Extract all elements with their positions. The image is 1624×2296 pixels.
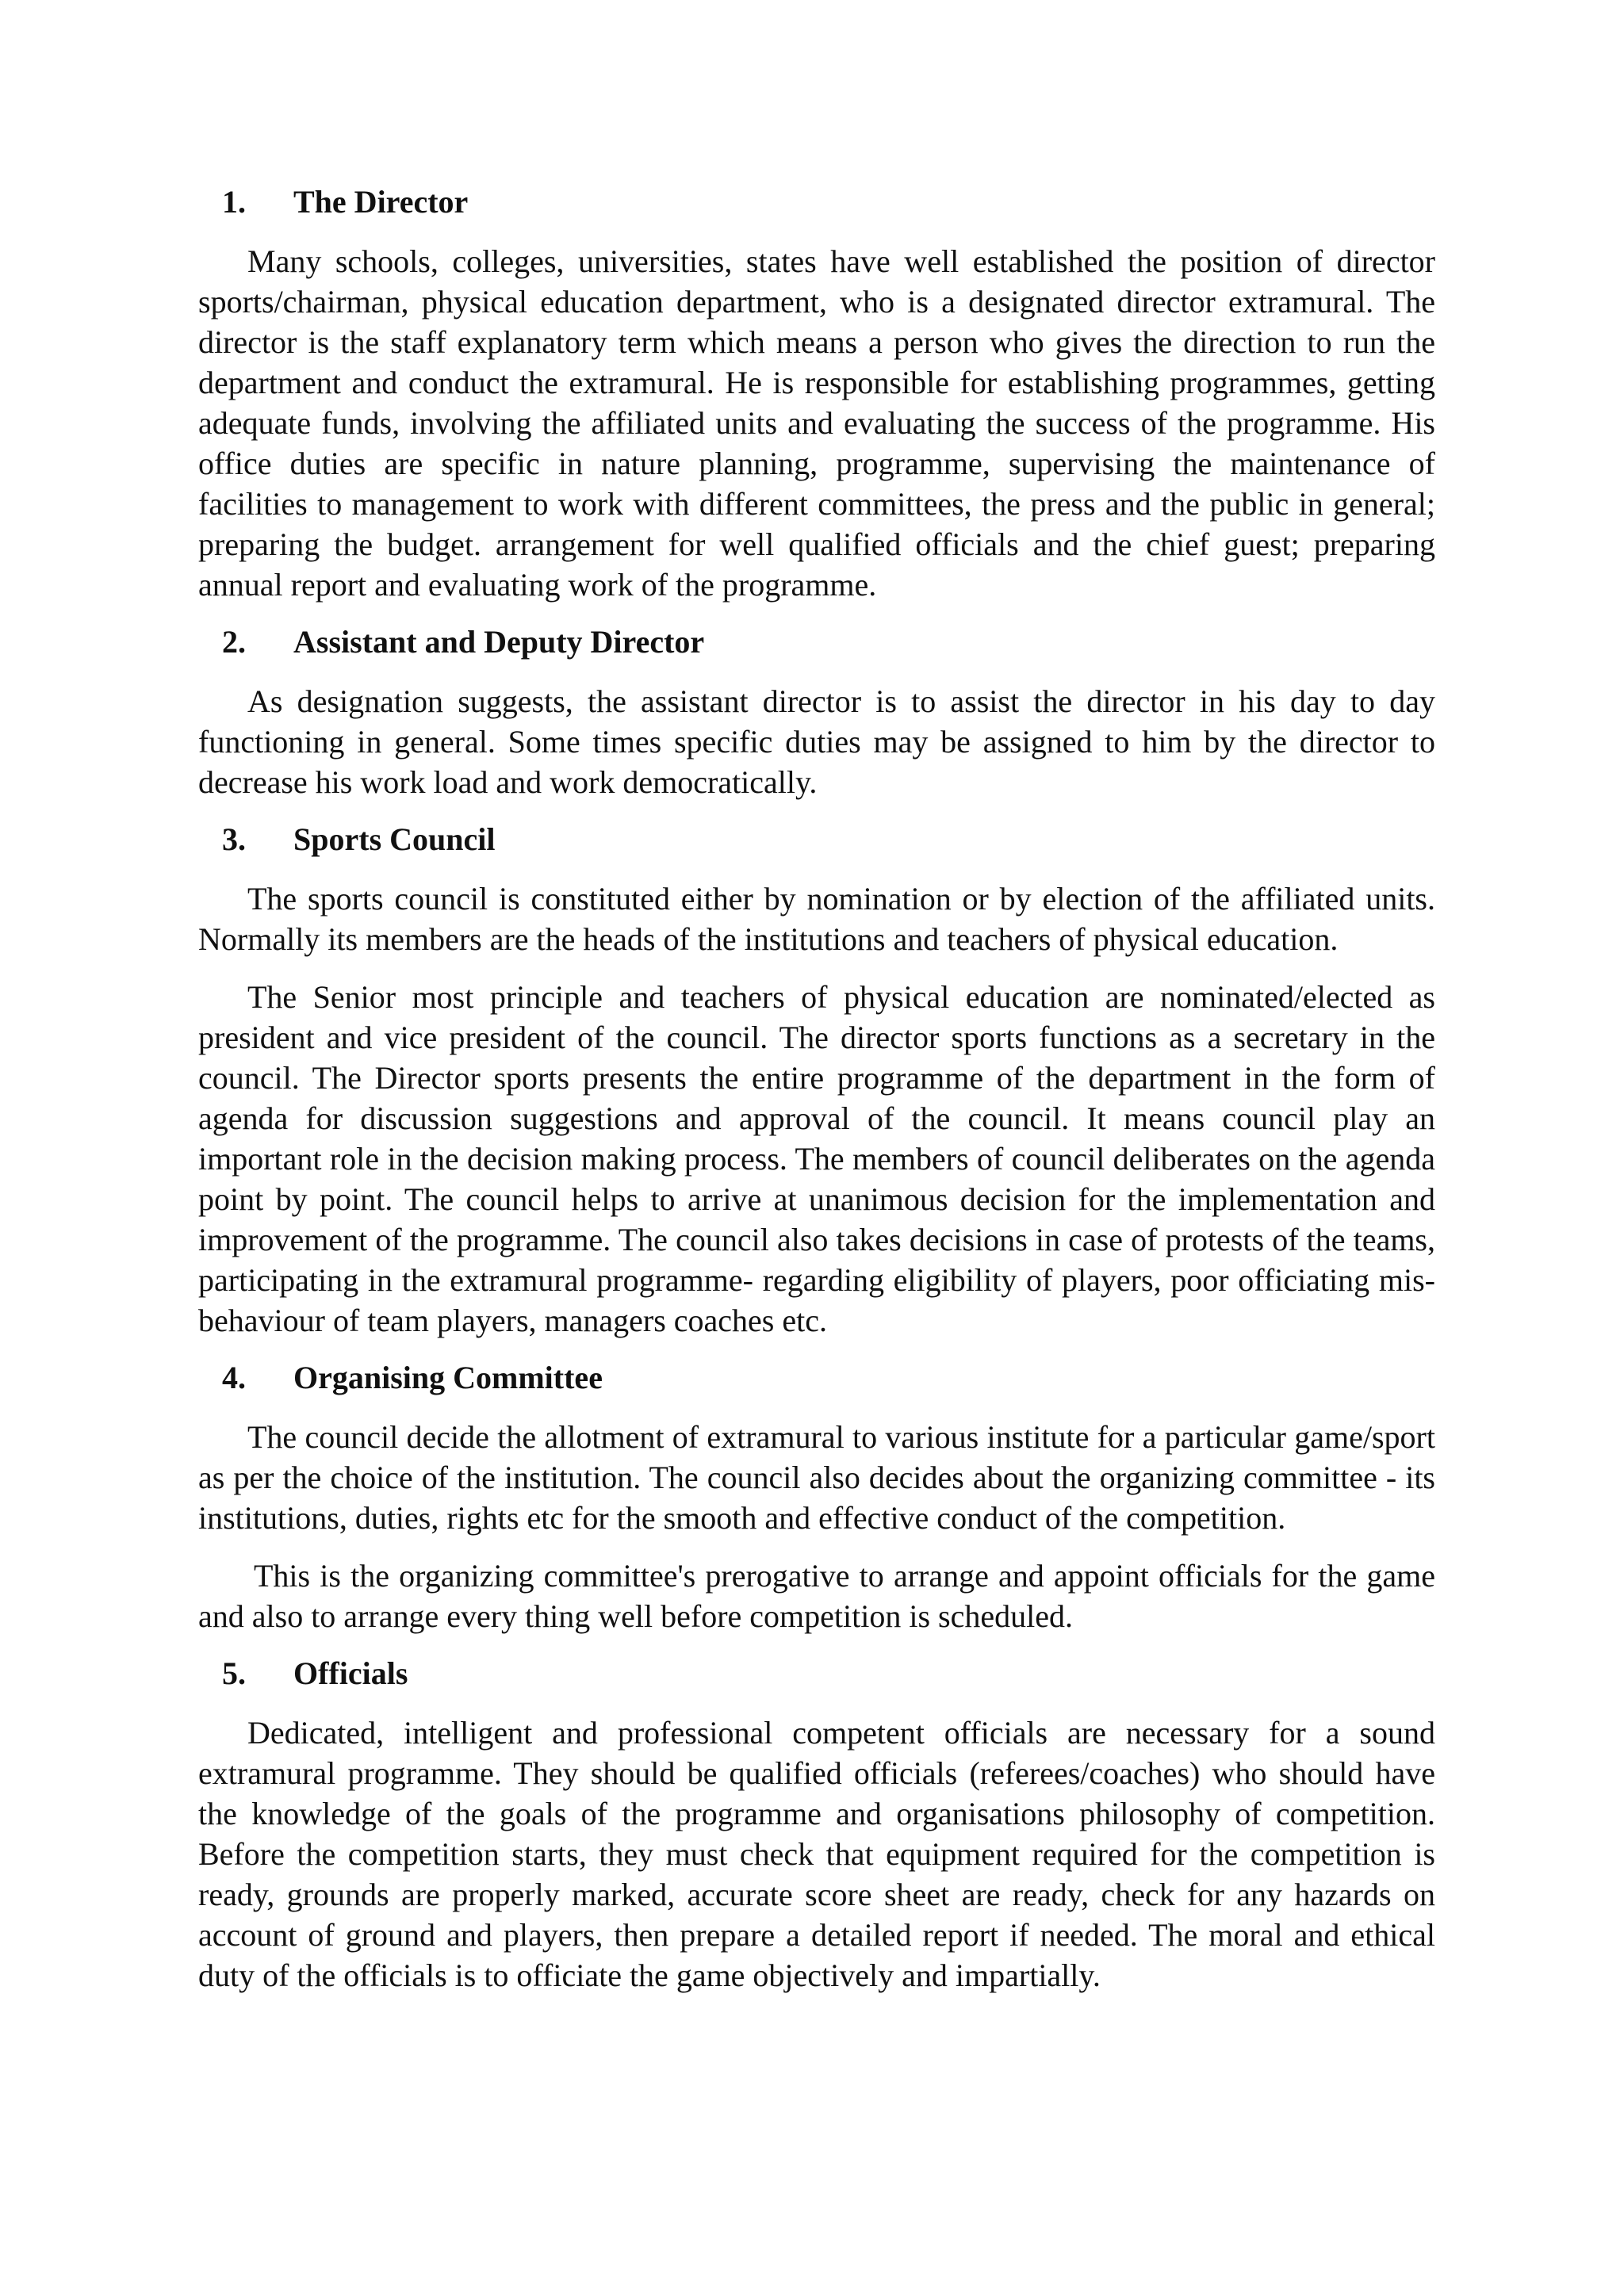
section-number: 4. [222, 1360, 246, 1395]
section-heading-sports-council [198, 820, 1435, 859]
paragraph: As designation suggests, the assistant director is to assist the director in his day to day functioning in general. Some times specific duties may be assigned to him by the director to decrease his work load and work democratically. [198, 683, 1435, 800]
paragraph: This is the organizing committee's prerogative to arrange and appoint officials for the game and also to arrange every thing well before competition is scheduled. [198, 1558, 1435, 1634]
paragraph: Many schools, colleges, universities, states have well established the position of director sports/chairman, physical education department, who is a designated director extramural. The director is the staff explanatory term which means a person who gives the direction to run the department and conduct the extramural. He is responsible for establishing programmes, getting adequate funds, involving the affiliated units and evaluating the success of the programme. His office duties are specific in nature planning, programme, supervising the maintenance of facilities to management to work with different committees, the press and the public in general; preparing the budget. arrangement for well qualified officials and the chief guest; preparing annual report and evaluating work of the programme. [198, 243, 1435, 603]
document-page [198, 182, 1435, 2013]
section-number: 2. [222, 624, 246, 660]
section-heading-organising-committee [198, 1358, 1435, 1398]
section-title: Assistant and Deputy Director [293, 624, 705, 660]
paragraph: The council decide the allotment of extramural to various institute for a particular game/sport as per the choice of the institution. The council also decides about the organizing committee - its institutions, duties, rights etc for the smooth and effective conduct of the competition. [198, 1419, 1435, 1536]
paragraph: The Senior most principle and teachers of physical education are nominated/elected as president and vice president of the council. The director sports functions as a secretary in the council. The Director sports presents the entire programme of the department in the form of agenda for discussion suggestions and approval of the council. It means council play an important role in the decision making process. The members of council deliberates on the agenda point by point. The council helps to arrive at unanimous decision for the implementation and improvement of the programme. The council also takes decisions in case of protests of the teams, participating in the extramural programme- regarding eligibility of players, poor officiating mis-behaviour of team players, managers coaches etc. [198, 979, 1435, 1338]
section-title: Sports Council [293, 821, 496, 857]
section-title: Officials [293, 1655, 408, 1691]
section-heading-assistant-director [198, 622, 1435, 662]
section-title: The Director [293, 184, 469, 220]
paragraph: The sports council is constituted either by nomination or by election of the affiliated units. Normally its members are the heads of the institutions and teachers of physical education. [198, 881, 1435, 957]
section-number: 5. [222, 1655, 246, 1691]
section-number: 3. [222, 821, 246, 857]
section-number: 1. [222, 184, 246, 220]
section-heading-director [198, 182, 1435, 222]
section-title: Organising Committee [293, 1360, 603, 1395]
section-heading-officials [198, 1654, 1435, 1693]
paragraph: Dedicated, intelligent and professional competent officials are necessary for a sound extramural programme. They should be qualified officials (referees/coaches) who should have the knowledge of the goals of the programme and organisations philosophy of competition. Before the competition starts, they must check that equipment required for the competition is ready, grounds are properly marked, accurate score sheet are ready, check for any hazards on account of ground and players, then prepare a detailed report if needed. The moral and ethical duty of the officials is to officiate the game objectively and impartially. [198, 1715, 1435, 1993]
